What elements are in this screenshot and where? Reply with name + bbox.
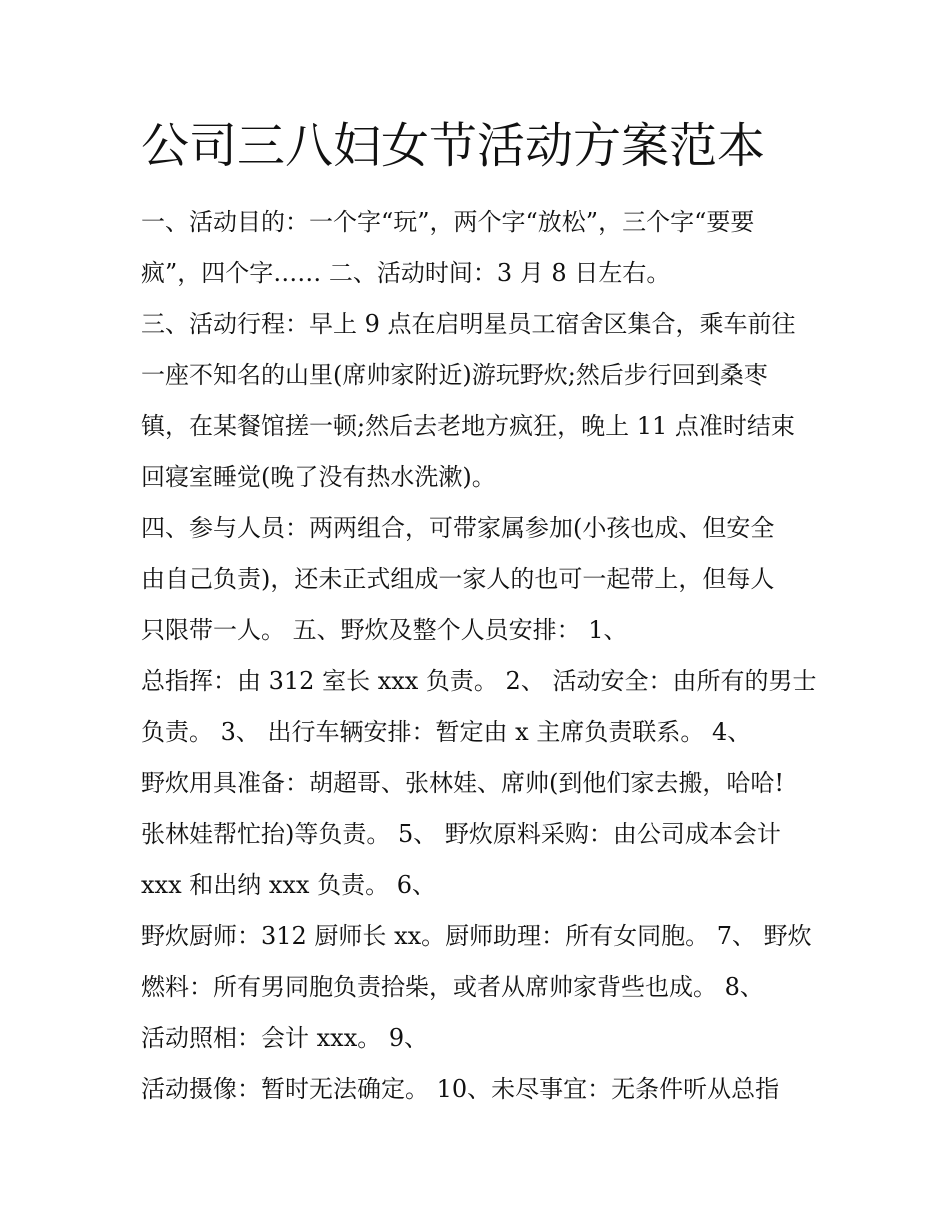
body-line: 活动照相：会计 xxx。 9、 [141, 1024, 429, 1052]
document-title: 公司三八妇女节活动方案范本 [141, 118, 766, 174]
body-line: 只限带一人。 五、野炊及整个人员安排： 1、 [141, 616, 628, 644]
body-line: 三、活动行程：早上 9 点在启明星员工宿舍区集合，乘车前往 [141, 310, 796, 338]
body-line: 负责。 3、 出行车辆安排：暂定由 x 主席负责联系。 4、 [141, 718, 752, 746]
body-line: 疯”，四个字…… 二、活动时间：3 月 8 日左右。 [141, 259, 671, 287]
body-line: 镇，在某餐馆搓一顿;然后去老地方疯狂，晚上 11 点准时结束 [141, 412, 795, 440]
body-line: xxx 和出纳 xxx 负责。 6、 [141, 871, 436, 899]
body-line: 四、参与人员：两两组合，可带家属参加(小孩也成、但安全 [141, 514, 775, 542]
body-line: 野炊用具准备：胡超哥、张林娃、席帅(到他们家去搬，哈哈! [141, 769, 785, 797]
body-line: 燃料：所有男同胞负责拾柴，或者从席帅家背些也成。 8、 [141, 973, 764, 1001]
body-line: 野炊厨师：312 厨师长 xx。厨师助理：所有女同胞。 7、 野炊 [141, 922, 812, 950]
body-line: 活动摄像：暂时无法确定。 10、未尽事宜：无条件听从总指 [141, 1075, 780, 1103]
body-line: 总指挥：由 312 室长 xxx 负责。 2、 活动安全：由所有的男士 [141, 667, 817, 695]
body-line: 张林娃帮忙抬)等负责。 5、 野炊原料采购：由公司成本会计 [141, 820, 781, 848]
body-line: 一座不知名的山里(席帅家附近)游玩野炊;然后步行回到桑枣 [141, 361, 768, 389]
body-line: 回寝室睡觉(晚了没有热水洗漱)。 [141, 463, 496, 491]
body-line: 由自己负责)，还未正式组成一家人的也可一起带上，但每人 [141, 565, 775, 593]
body-line: 一、活动目的：一个字“玩”，两个字“放松”，三个字“要要 [141, 208, 755, 236]
